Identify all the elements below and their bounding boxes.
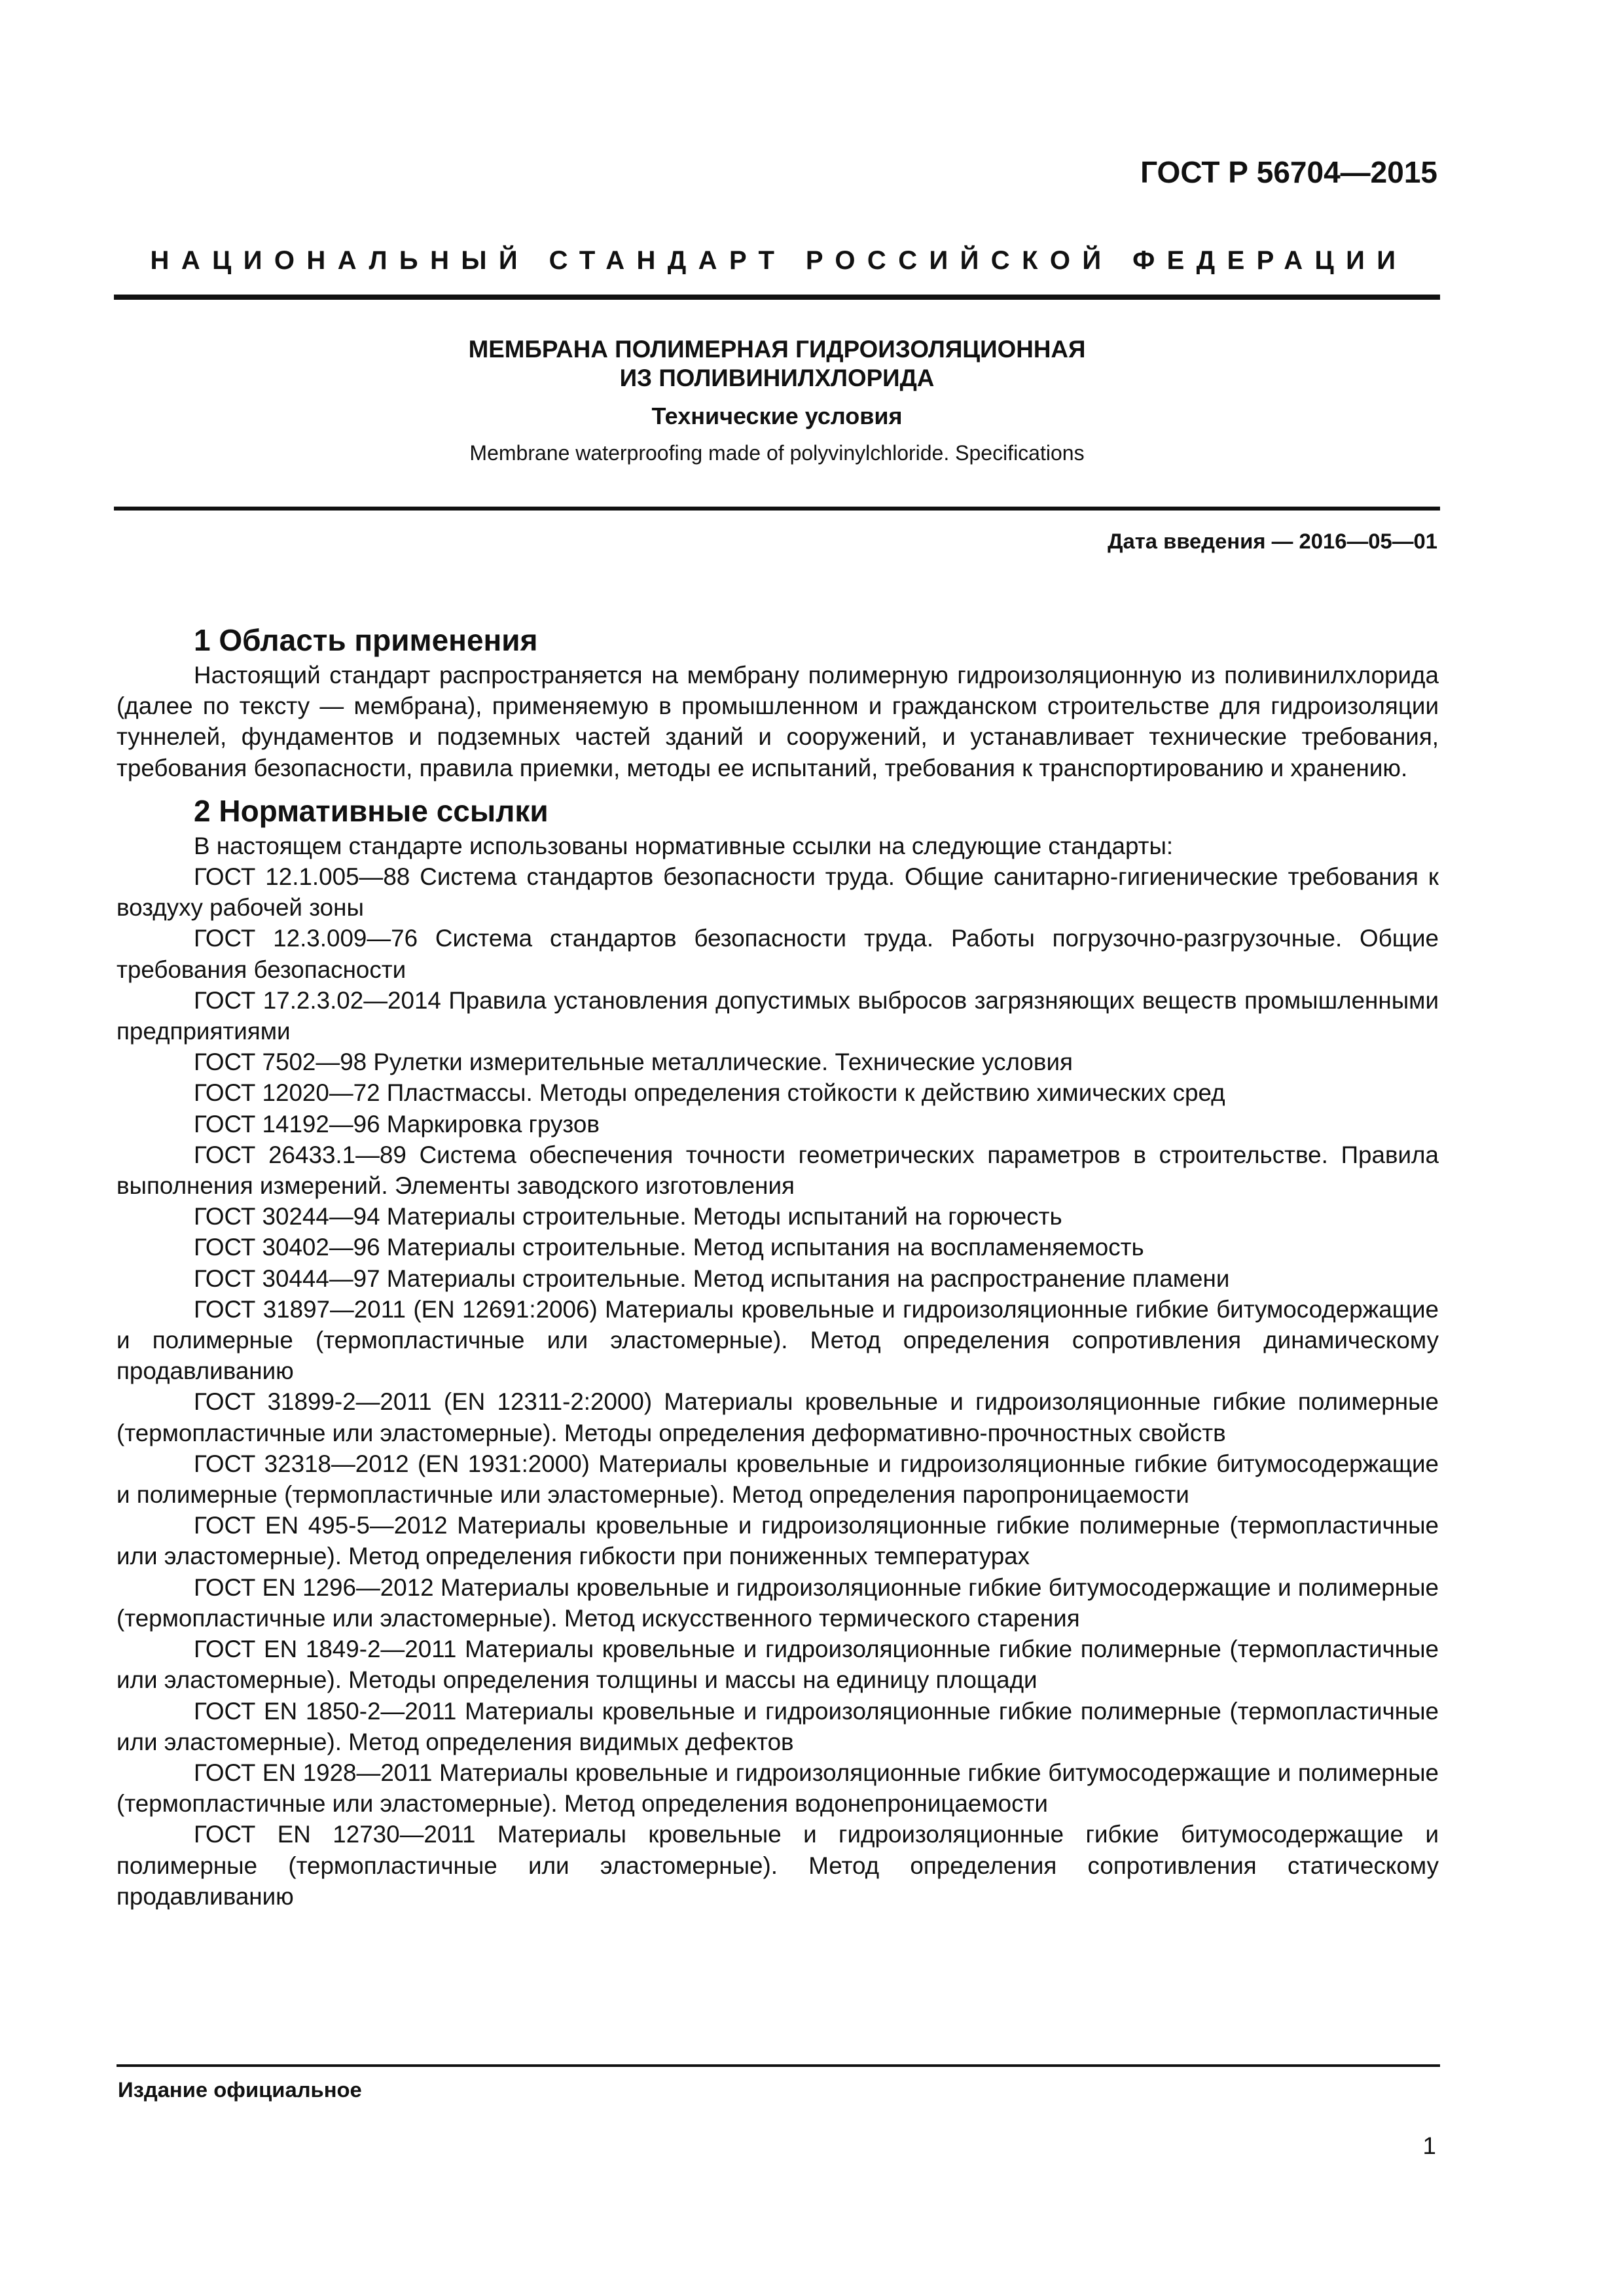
document-code: ГОСТ Р 56704—2015 [1140, 155, 1437, 189]
national-standard-heading: НАЦИОНАЛЬНЫЙ СТАНДАРТ РОССИЙСКОЙ ФЕДЕРАЦИИ [150, 246, 1408, 275]
section-2-intro: В настоящем стандарте использованы нормативные ссылки на следующие стандарты: [194, 832, 1174, 859]
header-rule [114, 295, 1440, 300]
page-number: 1 [1422, 2132, 1436, 2159]
title-block [114, 335, 1440, 466]
reference-item: ГОСТ 31899-2—2011 (EN 12311-2:2000) Материалы кровельные и гидроизоляционные гибкие полимерные (термопластичные или эластомерные). Методы определения деформативно-прочностных свойств [117, 1388, 1439, 1446]
official-edition-label: Издание официальное [118, 2077, 362, 2102]
reference-item: ГОСТ 30444—97 Материалы строительные. Метод испытания на распространение пламени [194, 1265, 1230, 1292]
section-2-heading: 2 Нормативные ссылки [194, 793, 549, 828]
reference-item: ГОСТ EN 1296—2012 Материалы кровельные и гидроизоляционные гибкие битумосодержащие и полимерные (термопластичные или эластомерные). Метод искусственного термического старения [117, 1573, 1439, 1632]
reference-item: ГОСТ 12.3.009—76 Система стандартов безопасности труда. Работы погрузочно-разгрузочные. Общие требования безопасности [117, 925, 1439, 983]
footer-rule [117, 2064, 1440, 2067]
reference-item: ГОСТ 7502—98 Рулетки измерительные металлические. Технические условия [194, 1049, 1073, 1076]
reference-item: ГОСТ 14192—96 Маркировка грузов [194, 1110, 600, 1138]
introduction-date: Дата введения — 2016—05—01 [1108, 529, 1437, 553]
reference-item: ГОСТ 30244—94 Материалы строительные. Методы испытаний на горючесть [194, 1203, 1062, 1230]
title-rule [114, 507, 1440, 511]
reference-item: ГОСТ EN 12730—2011 Материалы кровельные и гидроизоляционные гибкие битумосодержащие и полимерные (термопластичные или эластомерные). Метод определения сопротивления статическому продавливанию [117, 1821, 1439, 1910]
title-line-1: МЕМБРАНА ПОЛИМЕРНАЯ ГИДРОИЗОЛЯЦИОННАЯ [468, 336, 1086, 363]
reference-item: ГОСТ EN 1928—2011 Материалы кровельные и гидроизоляционные гибкие битумосодержащие и полимерные (термопластичные или эластомерные). Метод определения водонепроницаемости [117, 1759, 1439, 1818]
reference-item: ГОСТ EN 495-5—2012 Материалы кровельные и гидроизоляционные гибкие полимерные (термопластичные или эластомерные). Метод определения гибкости при пониженных температурах [117, 1512, 1439, 1570]
reference-item: ГОСТ 31897—2011 (EN 12691:2006) Материалы кровельные и гидроизоляционные гибкие битумосодержащие и полимерные (термопластичные или эластомерные). Метод определения сопротивления динамическому продавливанию [117, 1295, 1439, 1385]
reference-item: ГОСТ EN 1849-2—2011 Материалы кровельные и гидроизоляционные гибкие полимерные (термопластичные или эластомерные). Методы определения толщины и массы на единицу площади [117, 1636, 1439, 1694]
title-line-2: ИЗ ПОЛИВИНИЛХЛОРИДА [619, 365, 935, 391]
title-subtitle: Технические условия [651, 403, 903, 429]
section-1-text: Настоящий стандарт распространяется на мембрану полимерную гидроизоляционную из поливинилхлорида (далее по тексту — мембрана), применяемую в промышленном и гражданском строительстве для гидроизоляции туннелей, фундаментов и подземных частей зданий и сооружений, и устанавливает технические требования, требования безопасности, правила приемки, методы ее испытаний, требования к транспортированию и хранению. [117, 662, 1439, 781]
title-english: Membrane waterproofing made of polyvinylchloride. Specifications [469, 441, 1085, 465]
reference-item: ГОСТ 12020—72 Пластмассы. Методы определения стойкости к действию химических сред [194, 1079, 1225, 1107]
reference-item: ГОСТ 26433.1—89 Система обеспечения точности геометрических параметров в строительстве. Правила выполнения измерений. Элементы заводского изготовления [117, 1141, 1439, 1200]
reference-item: ГОСТ 30402—96 Материалы строительные. Метод испытания на воспламеняемость [194, 1234, 1144, 1261]
section-1-heading: 1 Область применения [194, 623, 538, 657]
reference-item: ГОСТ 32318—2012 (EN 1931:2000) Материалы кровельные и гидроизоляционные гибкие битумосодержащие и полимерные (термопластичные или эластомерные). Метод определения паропроницаемости [117, 1450, 1439, 1509]
document-body [117, 620, 1439, 1912]
reference-item: ГОСТ 12.1.005—88 Система стандартов безопасности труда. Общие санитарно-гигиенические требования к воздуху рабочей зоны [117, 863, 1439, 922]
reference-item: ГОСТ EN 1850-2—2011 Материалы кровельные и гидроизоляционные гибкие полимерные (термопластичные или эластомерные). Метод определения видимых дефектов [117, 1697, 1439, 1755]
reference-item: ГОСТ 17.2.3.02—2014 Правила установления допустимых выбросов загрязняющих веществ промышленными предприятиями [117, 986, 1439, 1045]
